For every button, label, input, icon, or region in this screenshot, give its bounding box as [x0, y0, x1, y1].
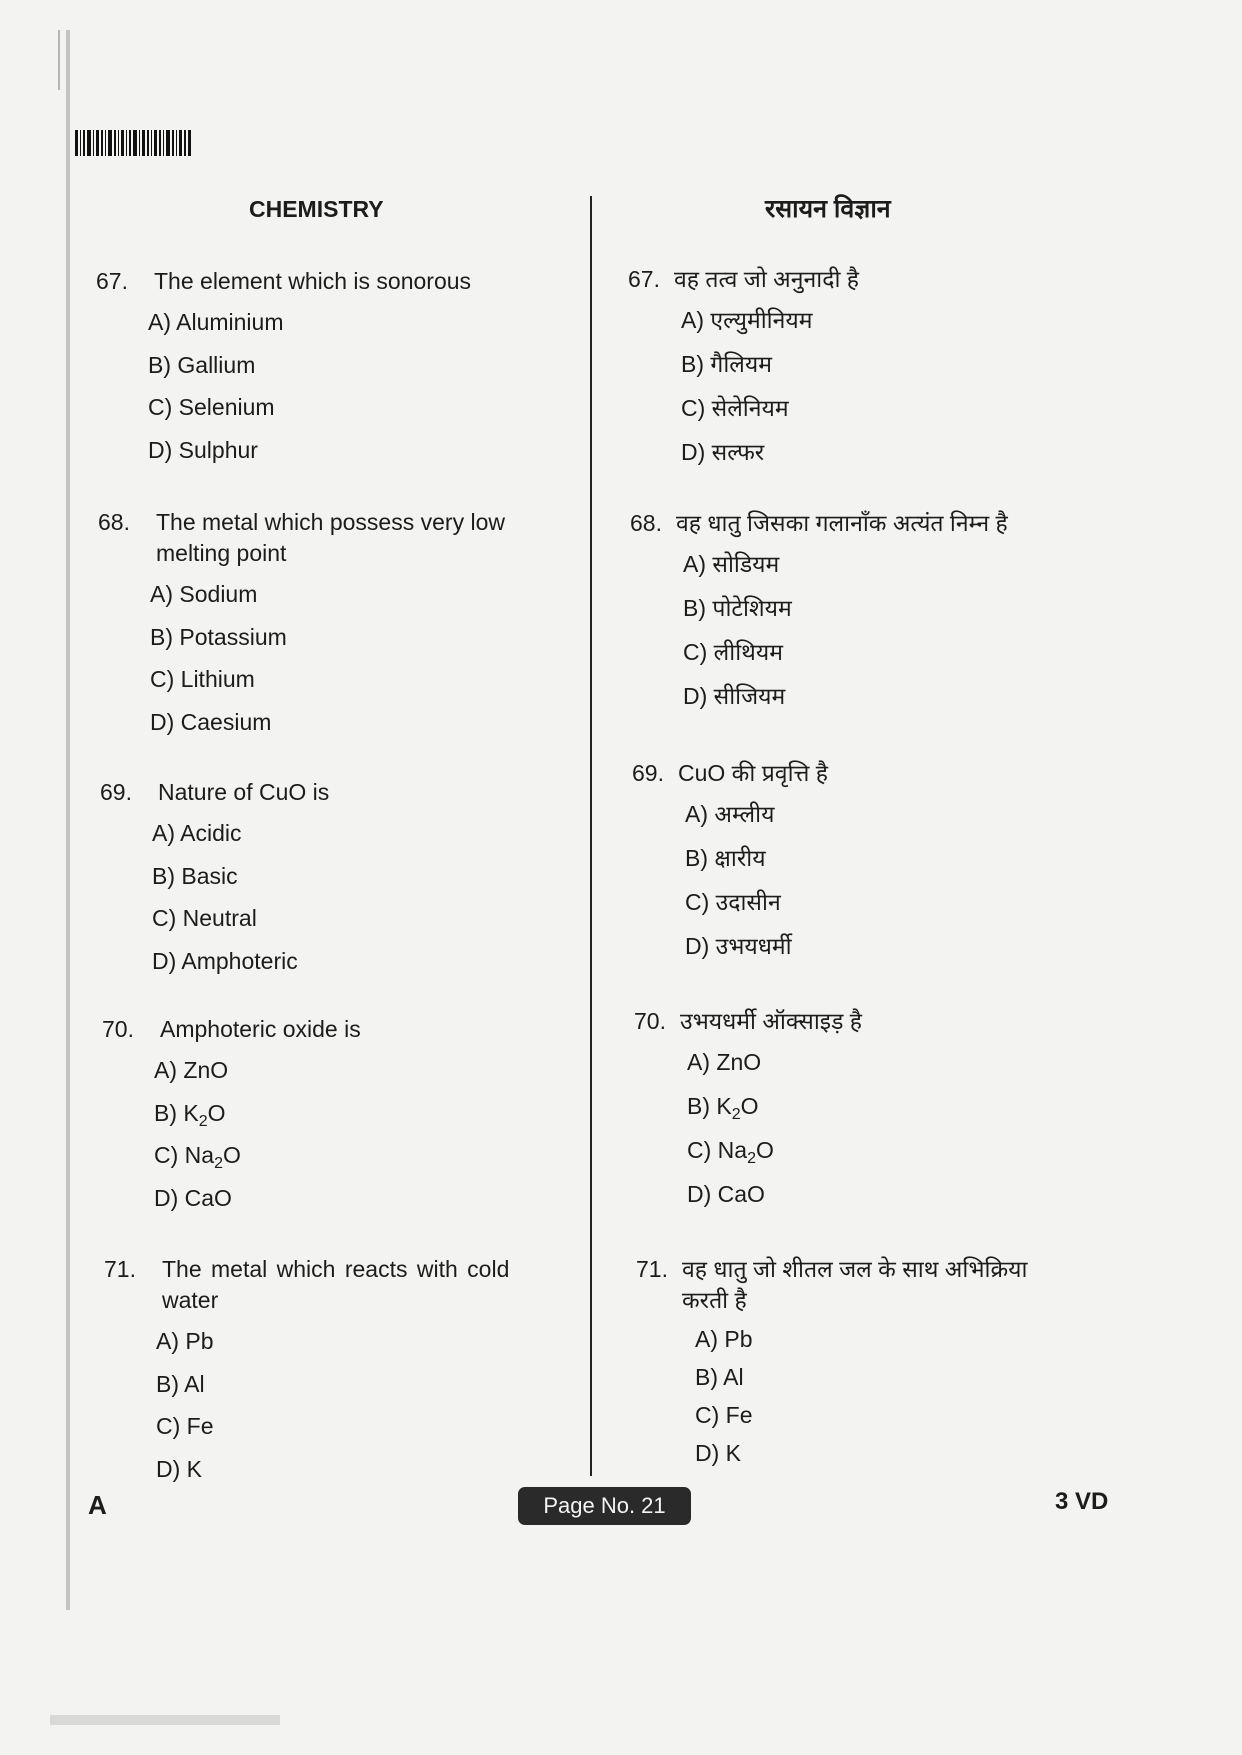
option-a: A) Pb — [695, 1326, 753, 1352]
question-block-hi-70 — [634, 1006, 1134, 1213]
option-c: C) Selenium — [148, 394, 275, 420]
question-block-en-69 — [100, 777, 560, 978]
option-c: C) Lithium — [150, 666, 255, 692]
question-block-hi-68 — [630, 508, 1130, 715]
question-number: 71. — [636, 1256, 668, 1282]
option-d: D) CaO — [154, 1184, 232, 1211]
paper-code: 3 VD — [1055, 1488, 1109, 1515]
question-number: 70. — [102, 1016, 134, 1042]
question-stem: वह धातु जिसका गलानाँक अत्यंत निम्न है — [676, 510, 1008, 536]
question-block-en-71 — [104, 1254, 556, 1486]
question-block-hi-69 — [632, 758, 1132, 965]
question-number: 67. — [96, 268, 128, 294]
question-stem: The metal which possess very low melting point — [156, 509, 505, 566]
question-stem: CuO की प्रवृत्ति है — [678, 760, 829, 786]
option-c: C) सेलेनियम — [681, 395, 789, 421]
question-stem: वह तत्व जो अनुनादी है — [674, 266, 860, 292]
question-number: 67. — [628, 266, 660, 292]
option-d: D) Sulphur — [148, 436, 258, 463]
question-number: 69. — [100, 779, 132, 805]
option-a: A) Acidic — [152, 820, 242, 846]
option-d: D) सीजियम — [683, 683, 786, 709]
question-block-hi-67 — [628, 264, 1128, 471]
option-c: C) $Na_2O$ — [154, 1142, 241, 1172]
option-b: B) $K_2O$ — [687, 1093, 759, 1123]
question-block-en-70 — [102, 1014, 562, 1215]
option-c: C) Fe — [695, 1402, 753, 1428]
option-d: D) K — [695, 1440, 741, 1466]
booklet-set-letter: A — [88, 1490, 107, 1520]
question-stem: Nature of CuO is — [158, 779, 330, 805]
option-b: B) Potassium — [150, 623, 287, 650]
option-d: D) Caesium — [150, 708, 272, 735]
option-d: D) Amphoteric — [152, 947, 298, 974]
option-d: D) K — [156, 1455, 202, 1482]
option-b: B) Gallium — [148, 351, 256, 378]
page-number-badge: Page No. 21 — [518, 1487, 691, 1525]
option-b: B) Basic — [152, 862, 238, 889]
question-number: 68. — [98, 509, 130, 535]
question-stem: उभयधर्मी ऑक्साइड़ है — [680, 1008, 862, 1034]
question-stem: वह धातु जो शीतल जल के साथ अभिक्रिया करती है — [682, 1256, 1028, 1313]
option-c: C) Fe — [156, 1413, 214, 1439]
option-c: C) Neutral — [152, 905, 257, 931]
question-stem: The element which is sonorous — [154, 268, 472, 294]
option-c: C) $Na_2O$ — [687, 1137, 774, 1167]
question-block-en-68 — [98, 507, 558, 739]
option-b: B) $K_2O$ — [154, 1099, 226, 1130]
english-section-title: CHEMISTRY — [249, 196, 384, 222]
option-b: B) गैलियम — [681, 351, 772, 377]
question-number: 68. — [630, 510, 662, 536]
option-d: D) सल्फर — [681, 439, 765, 465]
option-a: A) ZnO — [154, 1057, 229, 1083]
barcode-icon — [75, 130, 191, 156]
question-block-hi-71 — [636, 1254, 1056, 1468]
option-b: B) क्षारीय — [685, 845, 766, 871]
scan-smudge — [50, 1715, 280, 1725]
option-a: A) सोडियम — [683, 551, 780, 577]
option-a: A) ZnO — [687, 1049, 762, 1075]
binding-edge — [66, 30, 70, 1610]
hindi-section-title: रसायन विज्ञान — [765, 195, 891, 223]
question-number: 71. — [104, 1256, 136, 1282]
option-d: D) CaO — [687, 1181, 765, 1207]
option-a: A) Aluminium — [148, 309, 284, 335]
option-b: B) Al — [695, 1364, 744, 1390]
column-divider — [590, 196, 592, 1476]
question-stem: Amphoteric oxide is — [160, 1016, 361, 1042]
option-a: A) अम्लीय — [685, 801, 775, 827]
question-number: 69. — [632, 760, 664, 786]
option-b: B) पोटेशियम — [683, 595, 792, 621]
question-stem: The metal which reacts with cold water — [162, 1256, 510, 1313]
binding-edge-mark — [58, 30, 60, 90]
option-a: A) Sodium — [150, 581, 258, 607]
option-d: D) उभयधर्मी — [685, 933, 792, 959]
question-number: 70. — [634, 1008, 666, 1034]
option-c: C) लीथियम — [683, 639, 783, 665]
option-a: A) Pb — [156, 1328, 214, 1354]
option-c: C) उदासीन — [685, 889, 781, 915]
option-a: A) एल्युमीनियम — [681, 307, 813, 333]
option-b: B) Al — [156, 1370, 205, 1397]
question-block-en-67 — [96, 266, 556, 467]
